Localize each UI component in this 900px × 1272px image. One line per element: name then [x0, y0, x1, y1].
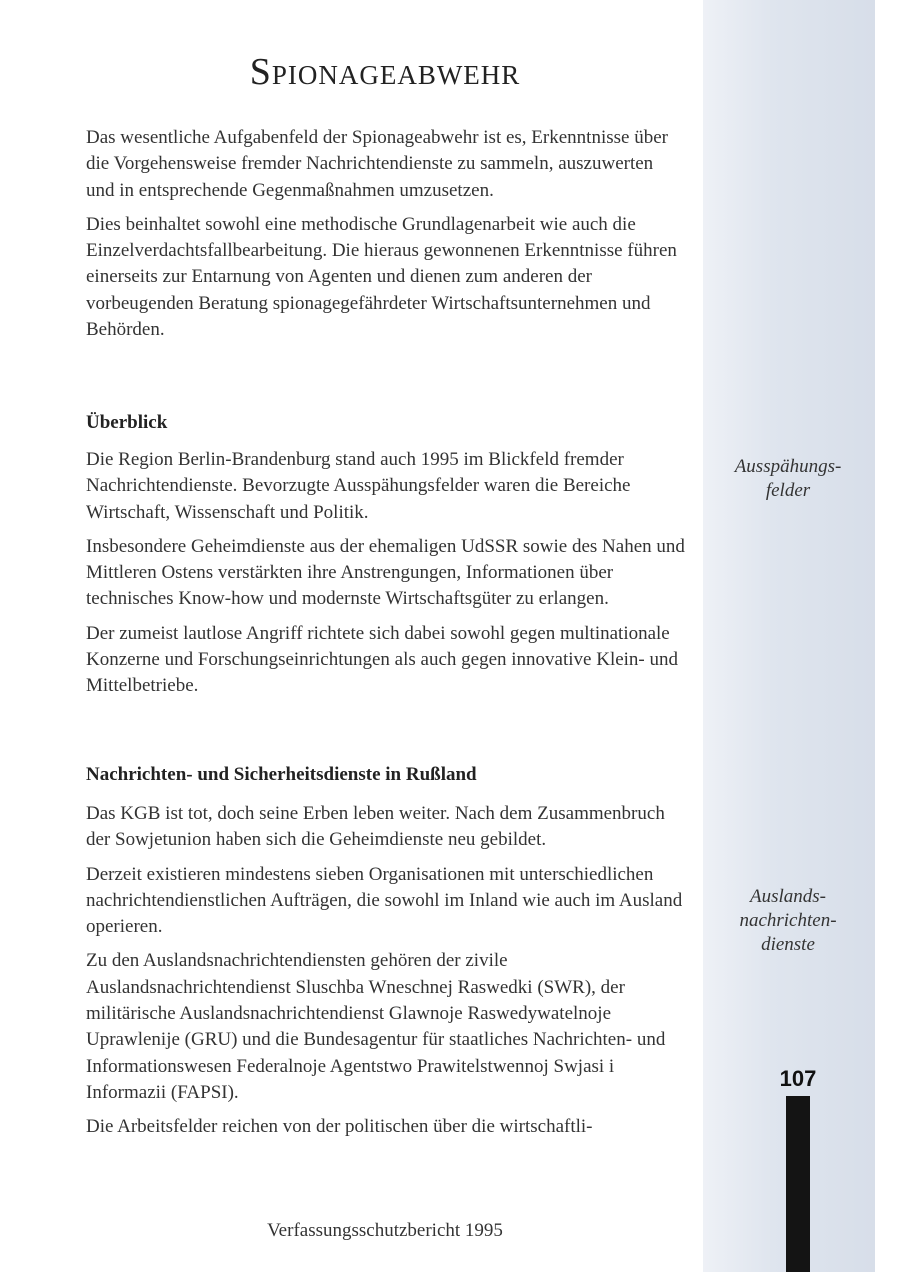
page-title: Spionageabwehr — [249, 51, 521, 93]
section-paragraph: Die Region Berlin-Brandenburg stand auch 1995 im Blickfeld fremder Nachrichtendienste. Bevorzugte Ausspähungsfelder waren die Bereiche Wirtschaft, Wissenschaft und Politik. — [86, 449, 631, 523]
margin-note-ausspaehungsfelder: Ausspähungs- felder — [734, 456, 842, 501]
margin-note-auslandsnachrichtendienste: Auslands- nachrichten- dienste — [739, 886, 837, 955]
section-paragraph: Zu den Auslandsnachrichtendiensten gehören der zivile Auslandsnachrichtendienst Sluschba Wneschnej Raswedki (SWR), der militärische Auslandsnachrichtendienst Glawnoje Raswedywatelnoje Uprawlenije (GRU) und die Bundesagentur für staatliches Nachrichten- und Informationswesen Federalnoje Agentstwo Prawitelstwennoj Swjasi i Informazii (FAPSI). — [86, 950, 666, 1103]
intro-paragraph: Das wesentliche Aufgabenfeld der Spionageabwehr ist es, Erkenntnisse über die Vorgehensweise fremder Nachrichtendienste zu sammeln, auszuwerten und in entsprechende Gegenmaßnahmen umzusetzen. — [86, 127, 668, 201]
section-ueberblick — [86, 447, 686, 708]
section-heading-ueberblick: Überblick — [86, 412, 168, 433]
section-russland — [86, 801, 686, 1149]
section-paragraph: Die Arbeitsfelder reichen von der politischen über die wirtschaftli- — [86, 1116, 593, 1138]
section-heading-russland: Nachrichten- und Sicherheitsdienste in Rußland — [86, 764, 477, 785]
section-paragraph: Das KGB ist tot, doch seine Erben leben weiter. Nach dem Zusammenbruch der Sowjetunion haben sich die Geheimdienste neu gebildet. — [86, 803, 665, 851]
page-footer: Verfassungsschutzbericht 1995 — [267, 1220, 503, 1241]
section-paragraph: Derzeit existieren mindestens sieben Organisationen mit unterschiedlichen nachrichtendienstlichen Aufträgen, die sowohl im Inland wie auch im Ausland operieren. — [86, 863, 683, 938]
section-paragraph: Insbesondere Geheimdienste aus der ehemaligen UdSSR sowie des Nahen und Mittleren Ostens verstärkten ihre Anstrengungen, Informationen über technisches Know-how und modernste Wirtschaftsgüter zu erlangen. — [86, 535, 685, 610]
page-number: 107 — [779, 1066, 817, 1091]
thumb-index-bar — [786, 1096, 810, 1272]
intro-paragraph: Dies beinhaltet sowohl eine methodische Grundlagenarbeit wie auch die Einzelverdachtsfallbearbeitung. Die hieraus gewonnenen Erkenntnisse führen einerseits zur Entarnung von Agenten und dienen zum anderen der vorbeugenden Beratung spionagegefährdeter Wirtschaftsunternehmen und Behörden. — [86, 213, 677, 341]
intro-section — [86, 125, 686, 351]
section-paragraph: Der zumeist lautlose Angriff richtete sich dabei sowohl gegen multinationale Konzerne und Forschungseinrichtungen als auch gegen innovative Klein- und Mittelbetriebe. — [86, 622, 679, 697]
